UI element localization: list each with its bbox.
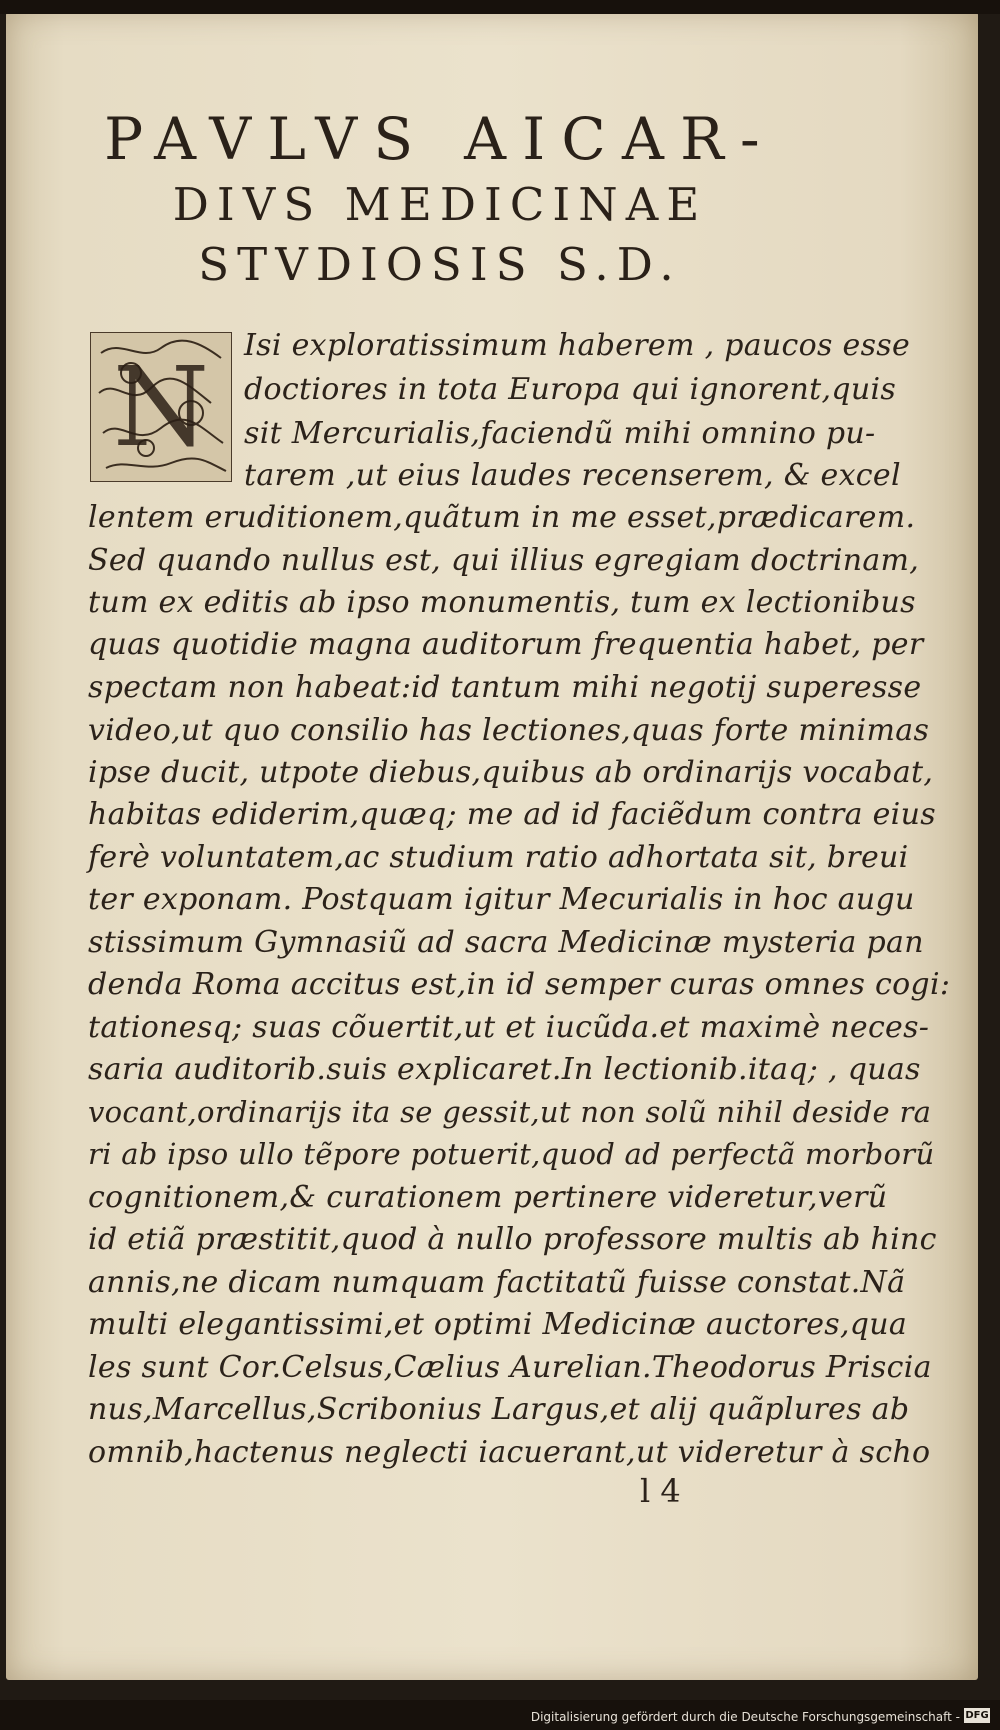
text-line: ipse ducit, utpote diebus,quibus ab ordinarijs vocabat, [88, 755, 934, 790]
text-line: quas quotidie magna auditorum frequentia habet, per [88, 627, 924, 662]
top-edge [0, 0, 1000, 14]
text-line: stissimum Gymnasiũ ad sacra Medicinæ mysteria pan [88, 925, 924, 960]
text-line: spectam non habeat:id tantum mihi negotij superesse [88, 670, 922, 705]
svg-text:N: N [112, 343, 210, 471]
footer-credit: Digitalisierung gefördert durch die Deutsche Forschungsgemeinschaft - [530, 1710, 960, 1724]
text-line: ter exponam. Postquam igitur Mecurialis in hoc augu [88, 882, 915, 917]
title-line-3: STVDIOSIS S.D. [198, 238, 682, 291]
text-line: cognitionem,& curationem pertinere videretur,verũ [88, 1180, 888, 1215]
text-line: saria auditorib.suis explicaret.In lectionib.itaq; , quas [88, 1052, 921, 1087]
text-line: multi elegantissimi,et optimi Medicinæ auctores,qua [88, 1307, 908, 1342]
text-line: sit Mercurialis,faciendũ mihi omnino pu- [244, 416, 876, 451]
text-line: ri ab ipso ullo tẽpore potuerit,quod ad perfectã morborũ [88, 1137, 935, 1171]
title-line-2: DIVS MEDICINAE [172, 178, 708, 231]
text-line: les sunt Cor.Celsus,Cælius Aurelian.Theodorus Priscia [88, 1350, 932, 1385]
text-line: id etiã præstitit,quod à nullo professore multis ab hinc [88, 1222, 937, 1257]
text-line: lentem eruditionem,quãtum in me esset,prædicarem. [88, 500, 916, 535]
text-line: Isi exploratissimum haberem , paucos esse [244, 328, 911, 363]
text-line: tarem ,ut eius laudes recenserem, & excel [244, 458, 901, 493]
title-line-1: PAVLVS AICAR- [104, 105, 776, 173]
text-line: video,ut quo consilio has lectiones,quas forte minimas [88, 713, 930, 748]
text-line: tationesq; suas cõuertit,ut et iucũda.et maximè neces- [88, 1010, 930, 1045]
signature-mark: l 4 [640, 1472, 681, 1510]
text-line: doctiores in tota Europa qui ignorent,quis [244, 372, 897, 407]
text-line: ferè voluntatem,ac studium ratio adhortata sit, breui [88, 840, 909, 875]
decorated-initial-n-icon [90, 332, 232, 482]
dfg-logo-icon: DFG [965, 1710, 989, 1721]
text-line: nus,Marcellus,Scribonius Largus,et alij quãplures ab [88, 1392, 910, 1427]
text-line: annis,ne dicam numquam factitatũ fuisse constat.Nã [88, 1265, 906, 1300]
text-line: vocant,ordinarijs ita se gessit,ut non solũ nihil deside ra [88, 1095, 932, 1129]
text-line: denda Roma accitus est,in id semper curas omnes cogi: [88, 967, 951, 1002]
text-line: habitas ediderim,quæq; me ad id faciẽdum contra eius [88, 797, 936, 832]
text-line: omnib,hactenus neglecti iacuerant,ut videretur à scho [88, 1435, 931, 1470]
text-line: Sed quando nullus est, qui illius egregiam doctrinam, [88, 543, 920, 578]
text-line: tum ex editis ab ipso monumentis, tum ex lectionibus [88, 585, 916, 620]
